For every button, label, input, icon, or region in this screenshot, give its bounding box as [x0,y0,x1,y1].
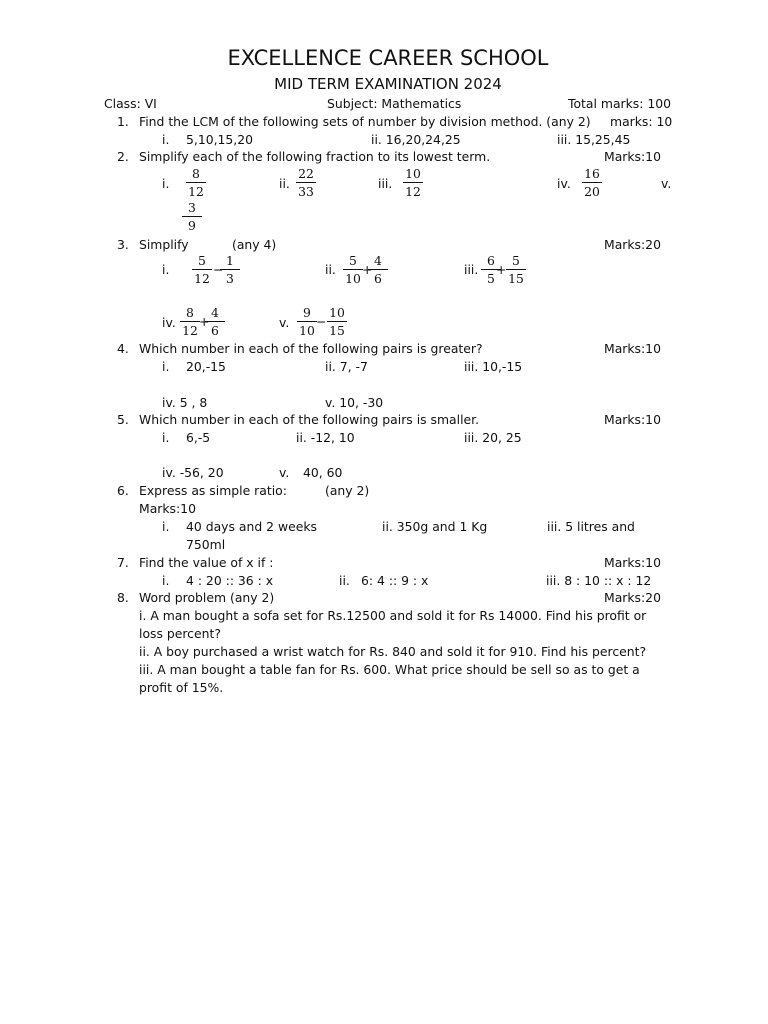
fraction: 5 10 [340,253,366,286]
exam-title: MID TERM EXAMINATION 2024 [274,75,502,93]
fraction: 8 12 [183,166,209,199]
question-marks: Marks:20 [604,590,661,605]
question-note: (any 2) [325,483,370,498]
item-text: ii. -12, 10 [296,430,355,445]
fraction: 6 5 [478,253,504,286]
fraction: 10 12 [400,166,426,199]
question-number: 1. [117,114,129,129]
item-text: iv. -56, 20 [162,465,224,480]
question-number: 6. [117,483,129,498]
item-text: iii. 15,25,45 [557,132,631,147]
question-text: Word problem (any 2) [139,590,275,605]
item-label: iv. [162,315,176,330]
question-marks: Marks:20 [604,237,661,252]
operator: − [316,314,327,329]
question-number: 7. [117,555,129,570]
operator: + [362,262,373,277]
item-text: iii. 8 : 10 :: x : 12 [546,573,652,588]
question-text: Express as simple ratio: [139,483,287,498]
question-marks: marks: 10 [610,114,673,129]
item-text: iii. 10,-15 [464,359,523,374]
fraction: 5 15 [503,253,529,286]
question-marks: Marks:10 [604,149,661,164]
question-text: Which number in each of the following pairs is greater? [139,341,483,356]
question-text: Find the value of x if : [139,555,274,570]
question-marks: Marks:10 [604,555,661,570]
item-text: 40 days and 2 weeks [186,519,317,534]
item-label: v. [661,176,672,191]
word-problem-line: profit of 15%. [139,680,224,695]
item-label: i. [162,519,170,534]
item-text: 5,10,15,20 [186,132,253,147]
item-label: i. [162,359,170,374]
question-note: (any 4) [232,237,277,252]
question-number: 5. [117,412,129,427]
item-text: ii. 350g and 1 Kg [382,519,488,534]
item-text: 6: 4 :: 9 : x [361,573,429,588]
fraction: 16 20 [579,166,605,199]
word-problem-line: loss percent? [139,626,221,641]
item-label: ii. [339,573,350,588]
fraction: 1 3 [217,253,243,286]
item-text: iv. 5 , 8 [162,395,208,410]
question-text: Simplify each of the following fraction to its lowest term. [139,149,491,164]
item-text: iii. 20, 25 [464,430,522,445]
question-text: Which number in each of the following pairs is smaller. [139,412,480,427]
item-text: v. 10, -30 [325,395,384,410]
question-text: Find the LCM of the following sets of number by division method. (any 2) [139,114,591,129]
subject-label: Subject: Mathematics [327,96,462,111]
fraction: 4 6 [202,305,228,338]
school-name: EXCELLENCE CAREER SCHOOL [227,46,549,70]
item-text: 6,-5 [186,430,211,445]
question-number: 8. [117,590,129,605]
question-text: Simplify [139,237,189,252]
operator: − [213,262,224,277]
item-text: 4 : 20 :: 36 : x [186,573,274,588]
item-text: ii. 16,20,24,25 [371,132,461,147]
item-label: i. [162,262,170,277]
item-label: iv. [557,176,571,191]
item-label: ii. [325,262,336,277]
word-problem-line: i. A man bought a sofa set for Rs.12500 and sold it for Rs 14000. Find his profit or [139,608,647,623]
question-number: 3. [117,237,129,252]
question-marks: Marks:10 [139,501,196,516]
fraction: 3 9 [179,200,205,233]
word-problem-line: ii. A boy purchased a wrist watch for Rs. 840 and sold it for 910. Find his percent? [139,644,647,659]
fraction: 9 10 [294,305,320,338]
item-label: i. [162,132,170,147]
question-number: 4. [117,341,129,356]
class-label: Class: VI [104,96,157,111]
item-text: iii. 5 litres and [547,519,635,534]
fraction: 4 6 [365,253,391,286]
item-label: iii. [464,262,479,277]
item-text: 750ml [186,537,226,552]
word-problem-line: iii. A man bought a table fan for Rs. 600. What price should be sell so as to get a [139,662,640,677]
fraction: 8 12 [177,305,203,338]
question-marks: Marks:10 [604,412,661,427]
item-label: i. [162,176,170,191]
fraction: 22 33 [293,166,319,199]
question-marks: Marks:10 [604,341,661,356]
total-marks: Total marks: 100 [568,96,672,111]
operator: + [199,314,210,329]
item-label: i. [162,573,170,588]
item-label: v. [279,465,290,480]
item-text: 20,-15 [186,359,226,374]
item-text: 40, 60 [303,465,343,480]
operator: + [496,262,507,277]
item-text: ii. 7, -7 [325,359,368,374]
fraction: 5 12 [189,253,215,286]
fraction: 10 15 [324,305,350,338]
item-label: v. [279,315,290,330]
item-label: ii. [279,176,290,191]
item-label: i. [162,430,170,445]
question-number: 2. [117,149,129,164]
item-label: iii. [378,176,393,191]
